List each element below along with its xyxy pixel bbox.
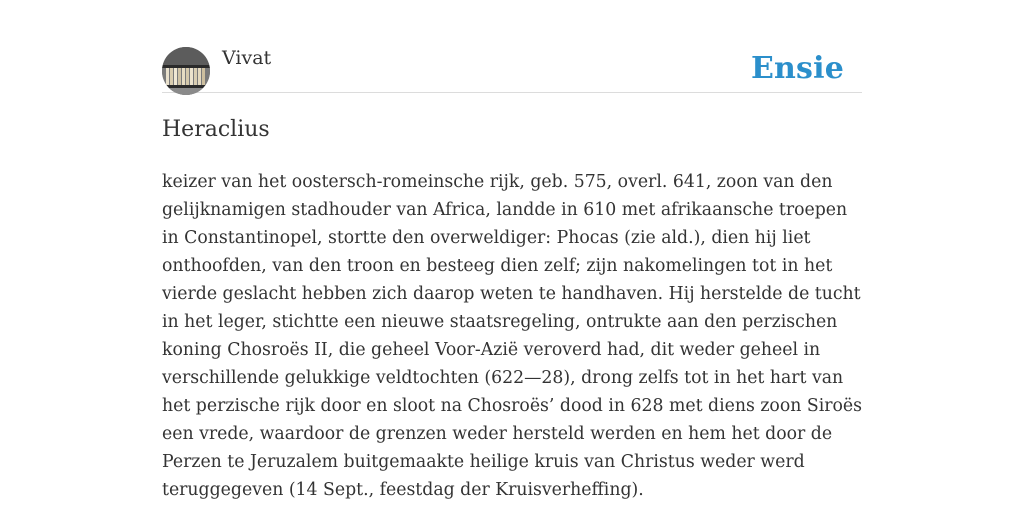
source-name[interactable]: Vivat	[222, 47, 272, 69]
source-avatar[interactable]	[162, 47, 210, 95]
entry-text: keizer van het oostersch-romeinsche rijk, geb. 575, overl. 641, zoon van den gelijknamigen stadhouder van Africa, landde in 610 met afrikaansche troepen in Constantinopel, stortte den overweldiger: Phocas (zie ald.), dien hij liet onthoofden, van den troon en besteeg dien zelf; zijn nakomelingen tot in het vierde geslacht hebben zich daarop weten te handhaven. Hij herstelde de tucht in het leger, stichtte een nieuwe staatsregeling, ontrukte aan den perzischen koning Chosroës II, die geheel Voor-Azië veroverd had, dit weder geheel in verschillende gelukkige veldtochten (622—28), drong zelfs tot in het hart van het perzische rijk door en sloot na Chosroës’ dood in 628 met diens zoon Siroës een vrede, waardoor de grenzen weder hersteld werden en hem het door de Perzen te Jeruzalem buitgemaakte heilige kruis van Christus weder werd teruggegeven (14 Sept., feestdag der Kruisverheffing).	[162, 172, 862, 500]
brand-logo[interactable]: Ensie	[750, 51, 844, 86]
book-spines-icon	[162, 47, 210, 95]
entry-title: Heraclius	[162, 117, 270, 142]
header	[162, 46, 862, 93]
